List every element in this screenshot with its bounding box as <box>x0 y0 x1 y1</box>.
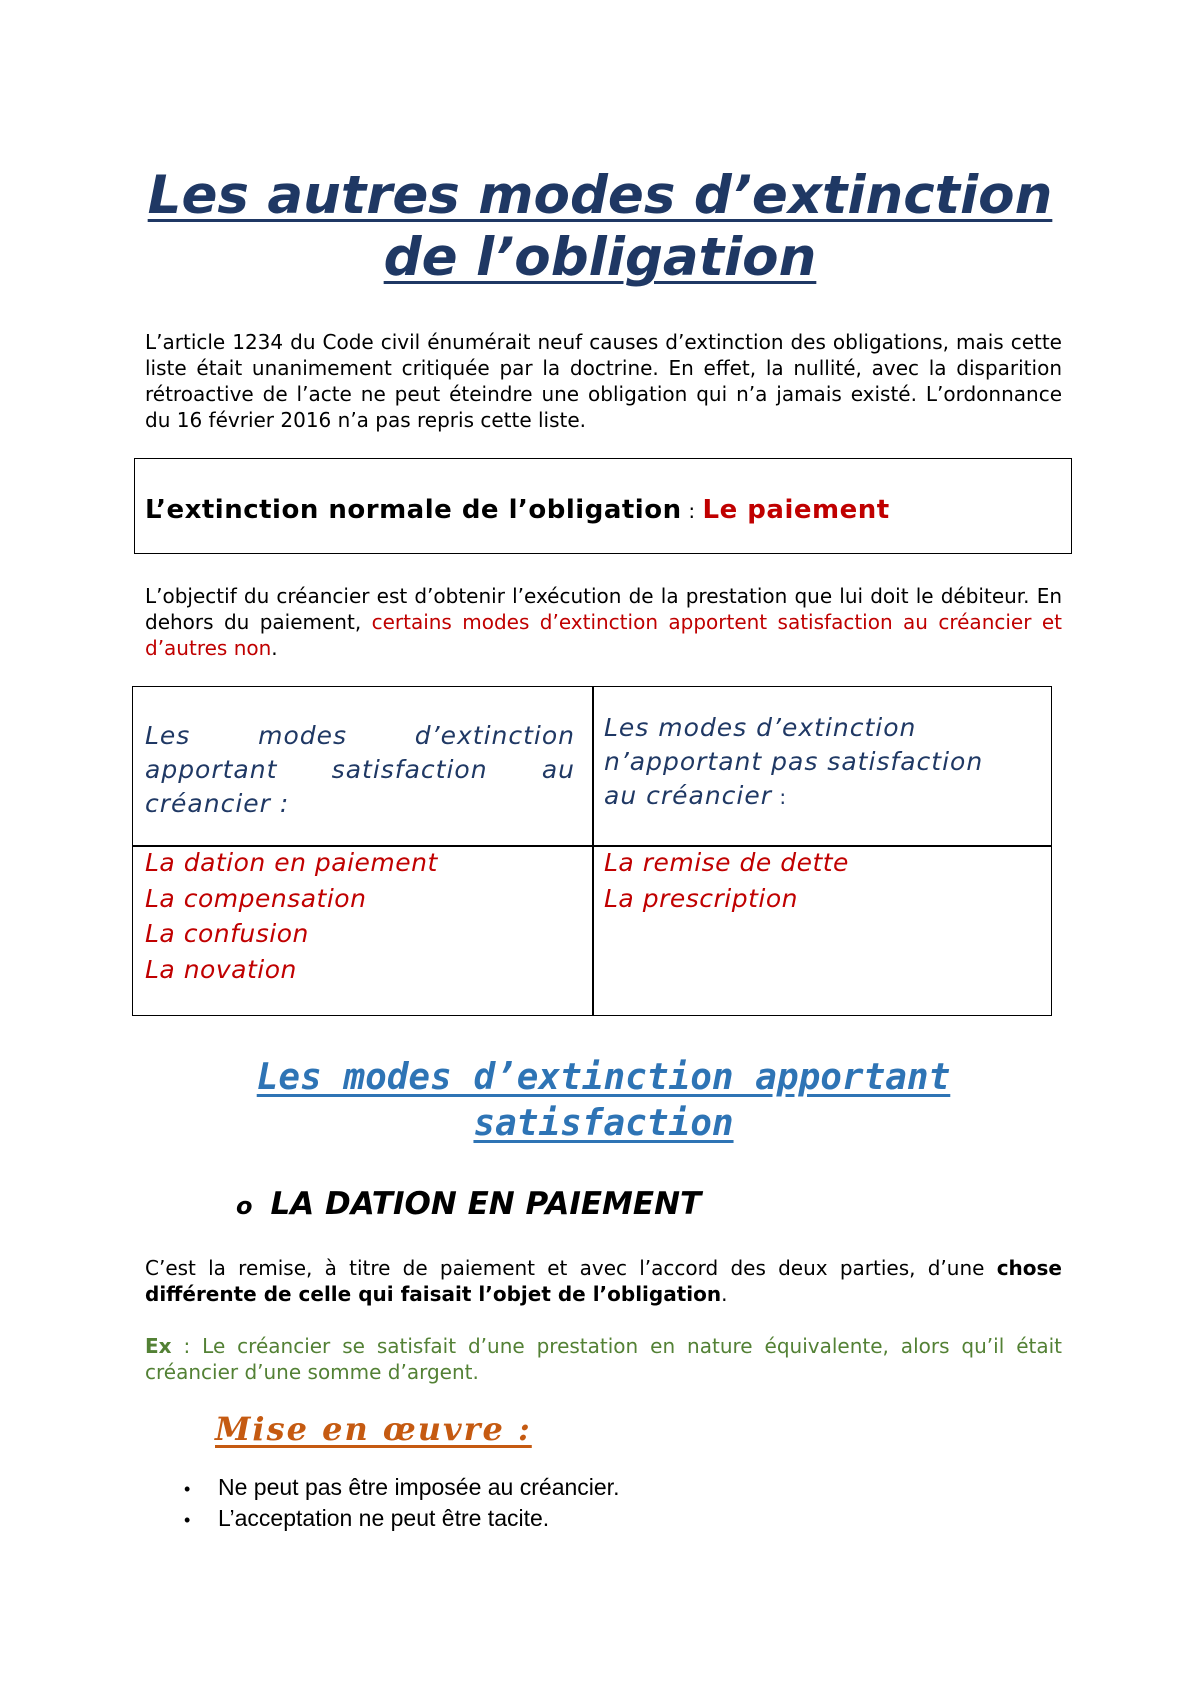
example-text: : Le créancier se satisfait d’une prestation en nature équivalente, alors qu’il était créancier d’une somme d’argent. <box>145 1334 1062 1384</box>
objectif-end: . <box>271 636 278 660</box>
dation-bold: chose différente de celle qui faisait l’objet de l’obligation <box>145 1256 1062 1306</box>
header-word: apportant <box>145 755 278 784</box>
no-satisfaction-modes-list <box>604 845 849 916</box>
header-word: créancier : <box>145 789 290 818</box>
satisfaction-modes-list <box>145 845 438 987</box>
section-subtitle: Les modes d’extinction apportant satisfaction <box>256 1057 951 1144</box>
header-word: satisfaction <box>331 755 488 784</box>
normal-extinction-box <box>134 458 1072 554</box>
modes-table <box>132 686 1052 1016</box>
normal-extinction-line <box>145 495 890 525</box>
dation-heading <box>236 1186 701 1222</box>
mise-en-oeuvre-heading: Mise en œuvre : <box>215 1410 532 1448</box>
dation-heading-text: LA DATION EN PAIEMENT <box>270 1186 702 1222</box>
bullet-text: Ne peut pas être imposée au créancier. <box>218 1474 620 1500</box>
objectif-highlight: certains modes d’extinction apportent satisfaction au créancier et d’autres non <box>145 610 1062 660</box>
normal-extinction-label: L’extinction normale de l’obligation <box>145 495 682 525</box>
normal-extinction-separator: : <box>681 499 703 523</box>
header-word: Les <box>145 721 191 750</box>
normal-extinction-value: Le paiement <box>702 495 890 525</box>
header-line: n’apportant pas satisfaction <box>604 747 984 776</box>
dation-text: C’est la remise, à titre de paiement et avec l’accord des deux parties, d’une <box>145 1256 997 1280</box>
header-word: modes <box>258 721 348 750</box>
list-item: La dation en paiement <box>145 848 438 877</box>
header-line: Les modes d’extinction <box>604 713 917 742</box>
list-item <box>184 1473 619 1504</box>
circle-bullet-icon: o <box>236 1192 253 1220</box>
dation-end: . <box>721 1282 728 1306</box>
header-colon: : <box>772 785 788 809</box>
bullet-icon: • <box>184 1510 191 1530</box>
objectif-text: L’objectif du créancier est d’obtenir l’exécution de la prestation que lui doit le débiteur. En dehors du paiement, <box>145 584 1062 634</box>
example-paragraph <box>145 1333 1062 1385</box>
bullet-text: L’acceptation ne peut être tacite. <box>218 1505 550 1531</box>
mise-en-oeuvre-list <box>184 1473 619 1535</box>
list-item: La prescription <box>604 883 798 913</box>
bullet-icon: • <box>184 1479 191 1499</box>
list-item: La compensation <box>145 883 367 913</box>
intro-paragraph: L’article 1234 du Code civil énumérait neuf causes d’extinction des obligations, mais cette liste était unanimement critiquée par la doctrine. En effet, la nullité, avec la disparition rétroactive de l’acte ne peut éteindre une obligation qui n’a jamais existé. L’ordonnance du 16 février 2016 n’a pas repris cette liste. <box>145 330 1062 432</box>
list-item: La novation <box>145 954 297 984</box>
table-column-divider <box>592 687 594 1015</box>
table-header-no-satisfaction <box>604 711 1044 814</box>
list-item: La remise de dette <box>604 848 849 877</box>
table-header-satisfaction <box>145 719 575 821</box>
objectif-paragraph <box>145 583 1062 661</box>
dation-paragraph <box>145 1255 1062 1307</box>
header-word: au <box>541 755 575 784</box>
header-line: au créancier <box>604 781 773 810</box>
example-label: Ex <box>145 1334 172 1358</box>
list-item: La confusion <box>145 919 309 948</box>
header-word: d’extinction <box>414 721 575 750</box>
list-item <box>184 1504 619 1535</box>
page-title: Les autres modes d’extinction de l’obligation <box>147 165 1053 288</box>
